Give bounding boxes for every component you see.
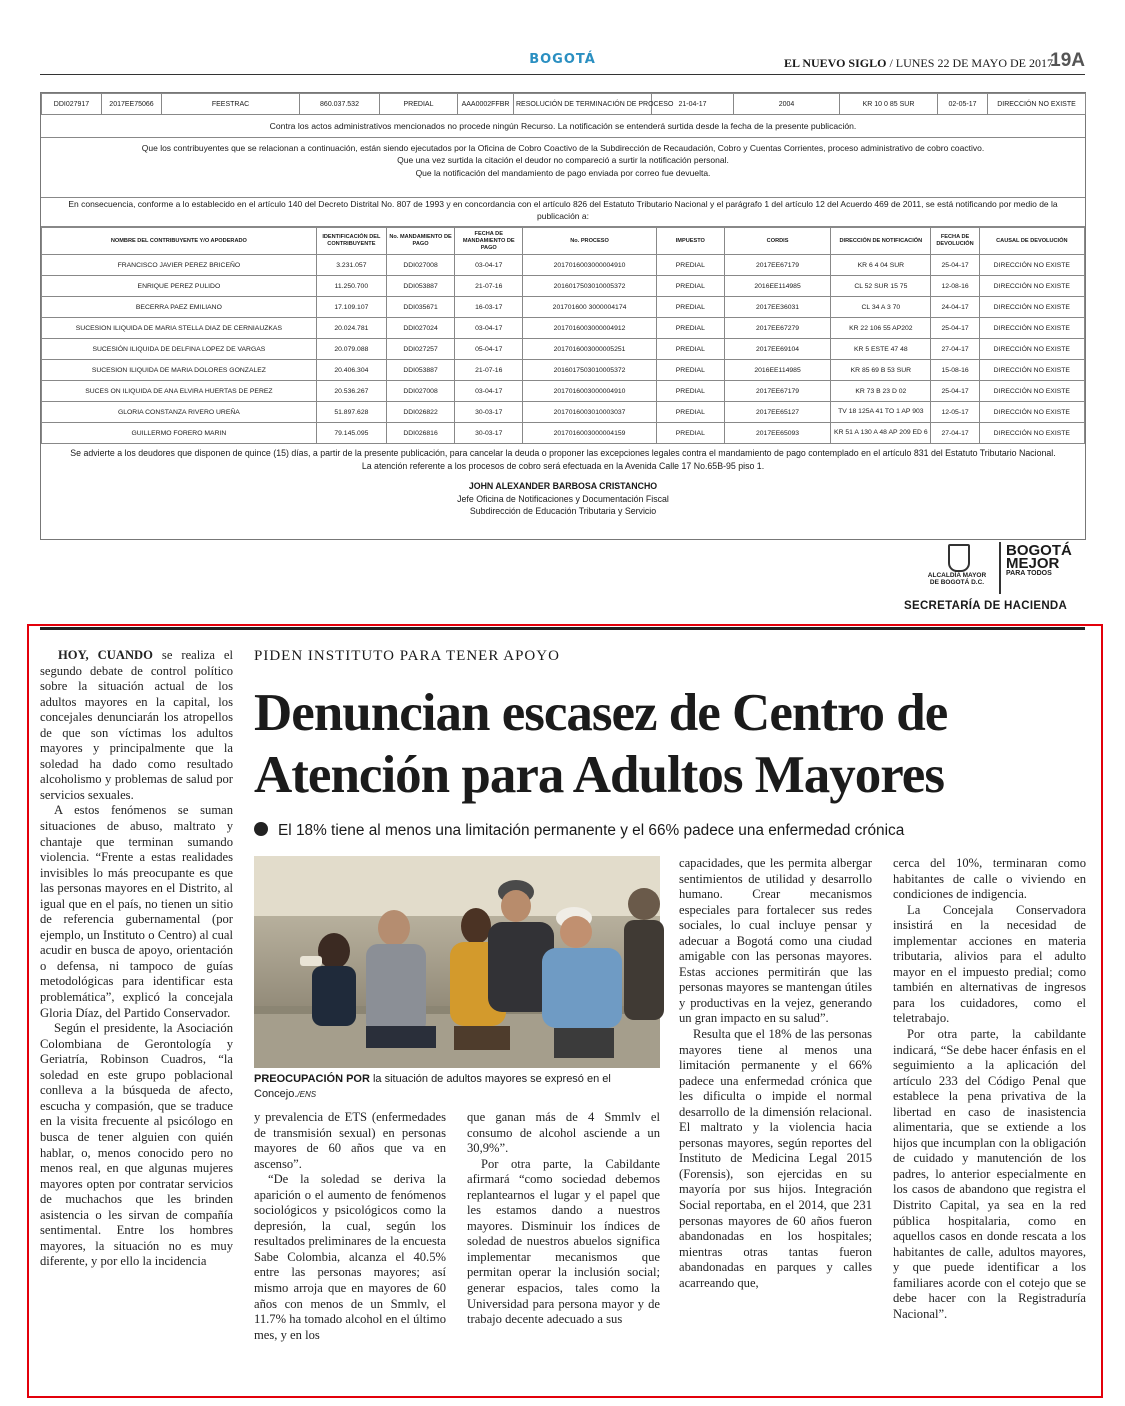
paragraph: Por otra parte, la Cabildante afirmará “como sociedad debemos replantearnos el lugar y el papel que les estamos dando a nuestros mayores. Disminuir los índices de soledad de nuestros abuelos significa implementar mecanismos que permitan operar la inclusión social; generar espacios, tales como la Universidad para persona mayor y de trabajo decente adecuado a sus xyxy=(467,1156,660,1327)
photo-caption xyxy=(254,1072,660,1102)
elderly-people-photo xyxy=(254,856,660,1068)
article-column-1 xyxy=(40,648,233,1270)
paragraph: y prevalencia de ETS (enfermedades de transmisión sexual) en personas mayores de 60 años que va en ascenso”. xyxy=(254,1110,446,1171)
table-cell: PREDIAL xyxy=(656,402,724,423)
column-header: CORDIS xyxy=(724,228,830,255)
table-cell: 79.145.095 xyxy=(316,423,386,444)
table-cell: DIRECCIÓN NO EXISTE xyxy=(979,381,1084,402)
signer-title: Jefe Oficina de Notificaciones y Documentación Fiscal xyxy=(457,493,669,504)
table-cell: DIRECCIÓN NO EXISTE xyxy=(979,339,1084,360)
paragraph: A estos fenómenos se suman situaciones de abuso, maltrato y chantaje que terminan sumando violencia. “Frente a estas realidades invisibles lo más preocupante es que las personas mayores en el Distrito, al igual que en el país, no tienen un sitio de referencia gubernamental (por ejemplo, un Instituto o Centro) al cual acudir en busca de apoyo, orientación o defensa, ni tampoco de guías metodológicas para identificar esta problemática”, explicó la concejala Gloria Díaz, del Partido Conservador. xyxy=(40,803,233,1020)
article-column-5 xyxy=(893,856,1086,1322)
paragraph: La Concejala Conservadora insistirá en la necesidad de implementar acciones en materia tributaria, alivios para el adulto mayor en el impuesto predial; como también en alternativas de ingresos para los cuidadores, como el teletrabajo. xyxy=(893,902,1086,1026)
caption-text: la situación de adultos mayores se expresó en el Concejo. xyxy=(254,1073,611,1100)
table-cell: 2017016003000004910 xyxy=(523,255,656,276)
table-cell: PREDIAL xyxy=(656,360,724,381)
publication-name: EL NUEVO SIGLO xyxy=(783,56,887,70)
intro-line: Que la notificación del mandamiento de pago enviada por correo fue devuelta. xyxy=(415,167,711,178)
paragraph: “De la soledad se deriva la aparición o el aumento de fenómenos sociológicos y psicológicos como la depresión, la cual, según los resultados preliminares de la encuesta Sabe Colombia, alcanza el 40.5% entre las personas mayores; así mismo arroja que en mayores de 60 años con menos de un Smmlv, el 11.7% ha tomado alcohol en el último mes, y en los xyxy=(254,1172,446,1342)
bullet-icon xyxy=(254,822,268,836)
article-column-4 xyxy=(679,856,872,1291)
table-cell: PREDIAL xyxy=(656,255,724,276)
table-row xyxy=(42,381,1085,402)
table-cell: DIRECCIÓN NO EXISTE xyxy=(979,360,1084,381)
table-cell: SUCESIÓN ILIQUIDA DE DELFINA LOPEZ DE VARGAS xyxy=(42,339,317,360)
intro-line: Que una vez surtida la citación el deudor no compareció a surtir la notificación personal. xyxy=(397,155,729,166)
paragraph-text: se realiza el segundo debate de control político sobre la situación actual de los adultos mayores en la capital, los concejales denunciarán los atropellos de que son víctimas los adultos mayores y principalmente que la soledad ha dado como resultado alcoholismo y problemas de salud por servicios sexuales. xyxy=(40,648,233,802)
table-cell: 2017EE69104 xyxy=(724,339,830,360)
page-header xyxy=(40,50,1085,75)
legal-notice xyxy=(40,92,1086,540)
table-cell: PREDIAL xyxy=(656,381,724,402)
lead-in: HOY, CUANDO xyxy=(58,648,153,662)
notice-table xyxy=(41,227,1085,444)
article-column-3 xyxy=(467,1110,660,1328)
table-cell: ENRIQUE PEREZ PULIDO xyxy=(42,276,317,297)
table-cell: SUCESION ILIQUIDA DE MARIA DOLORES GONZALEZ xyxy=(42,360,317,381)
table-row xyxy=(42,255,1085,276)
table-cell: PREDIAL xyxy=(656,297,724,318)
notice-cell: 21-04-17 xyxy=(652,94,734,115)
notice-cell: 2004 xyxy=(734,94,840,115)
notice-cell: 2017EE75066 xyxy=(102,94,162,115)
table-cell: 2017EE67179 xyxy=(724,381,830,402)
table-cell: DIRECCIÓN NO EXISTE xyxy=(979,297,1084,318)
table-cell: 20.024.781 xyxy=(316,318,386,339)
signer-name: JOHN ALEXANDER BARBOSA CRISTANCHO xyxy=(468,481,658,492)
article-column-2 xyxy=(254,1110,446,1343)
paragraph: Resulta que el 18% de las personas mayores tiene al menos una limitación permanente y el 66% padece una enfermedad crónica que les dificulta o impide el normal desarrollo de la dimensión relacional. El maltrato y la violencia hacia personas mayores, según reportes del Instituto de Medicina Legal 2015 (Forensis), son ejercidas en su mayoría por sus hijos. Integración Social reportaba, en el 2014, que 231 personas mayores de 60 años fueron abandonadas en los hospitales; mientras otras tantas fueron abandonadas en parques y calles acarreando que, xyxy=(679,1027,872,1290)
paragraph: cerca del 10%, terminaran como habitantes de calle o viviendo en condiciones de indigencia. xyxy=(893,856,1086,902)
table-cell: SUCES ON ILIQUIDA DE ANA ELVIRA HUERTAS DE PEREZ xyxy=(42,381,317,402)
footer-line: Se advierte a los deudores que disponen de quince (15) días, a partir de la presente publicación, para cancelar la deuda o proponer las excepciones legales contra el mandamiento de pago contemplado en el artículo 831 del Estatuto Tributario Nacional. xyxy=(70,448,1056,458)
table-cell: KR 51 A 130 A 48 AP 209 ED 6 xyxy=(831,423,931,444)
table-cell: 27-04-17 xyxy=(931,423,979,444)
table-cell: 2017016003000004159 xyxy=(523,423,656,444)
table-cell: 17.109.107 xyxy=(316,297,386,318)
publication-date: / LUNES 22 DE MAYO DE 2017 xyxy=(886,56,1053,70)
secretaria-label: SECRETARÍA DE HACIENDA xyxy=(904,600,1068,612)
table-cell: 2017EE67279 xyxy=(724,318,830,339)
table-cell: DIRECCIÓN NO EXISTE xyxy=(979,318,1084,339)
coat-of-arms-icon xyxy=(948,544,970,572)
column-header: IMPUESTO xyxy=(656,228,724,255)
table-cell: 20.406.304 xyxy=(316,360,386,381)
table-row xyxy=(42,339,1085,360)
table-cell: 11.250.700 xyxy=(316,276,386,297)
notice-cell: DDI027917 xyxy=(42,94,102,115)
column-header: CAUSAL DE DEVOLUCIÓN xyxy=(979,228,1084,255)
column-header: FECHA DE MANDAMIENTO DE PAGO xyxy=(455,228,523,255)
mejor-word: MEJOR xyxy=(1006,555,1060,572)
notice-footer xyxy=(41,444,1085,518)
table-cell: KR 85 69 B 53 SUR xyxy=(831,360,931,381)
table-cell: BECERRA PAEZ EMILIANO xyxy=(42,297,317,318)
table-cell: 12-05-17 xyxy=(931,402,979,423)
table-cell: KR 22 106 55 AP202 xyxy=(831,318,931,339)
notice-cell: 860.037.532 xyxy=(300,94,380,115)
section-name: BOGOTÁ xyxy=(529,52,596,67)
table-cell: FRANCISCO JAVIER PEREZ BRICEÑO xyxy=(42,255,317,276)
table-cell: DDI027257 xyxy=(386,339,454,360)
notice-cell: RESOLUCIÓN DE TERMINACIÓN DE PROCESO xyxy=(514,94,652,115)
table-cell: TV 18 125A 41 TO 1 AP 903 xyxy=(831,402,931,423)
intro-last-line: En consecuencia, conforme a lo establecido en el artículo 140 del Decreto Distrital No. 807 de 1993 y en concordancia con el artículo 826 del Estatuto Tributario Nacional y el parágrafo 1 del artículo 12 del Acuerdo 469 de 2011, se está notificando por medio de la publicación a: xyxy=(41,198,1085,227)
column-header: No. PROCESO xyxy=(523,228,656,255)
table-cell: 51.897.628 xyxy=(316,402,386,423)
table-cell: 03-04-17 xyxy=(455,381,523,402)
bogota-word: BOGOTÁ xyxy=(1006,542,1072,559)
table-row xyxy=(42,360,1085,381)
notice-top-table xyxy=(41,93,1086,115)
table-cell: 24-04-17 xyxy=(931,297,979,318)
notice-cell: DIRECCIÓN NO EXISTE xyxy=(988,94,1086,115)
notice-intro xyxy=(41,138,1085,198)
bogota-mejor-logo xyxy=(1006,544,1072,578)
notice-cell: KR 10 0 85 SUR xyxy=(840,94,938,115)
table-row xyxy=(42,318,1085,339)
table-row xyxy=(42,423,1085,444)
table-cell: 15-08-16 xyxy=(931,360,979,381)
recurso-line: Contra los actos administrativos mencionados no procede ningún Recurso. La notificación se entenderá surtida desde la fecha de la presente publicación. xyxy=(41,115,1085,138)
table-cell: CL 34 A 3 70 xyxy=(831,297,931,318)
headline xyxy=(254,682,1084,806)
notice-header-row xyxy=(42,228,1085,255)
table-cell: 2017EE65093 xyxy=(724,423,830,444)
column-header: FECHA DE DEVOLUCIÓN xyxy=(931,228,979,255)
table-cell: 05-04-17 xyxy=(455,339,523,360)
para-todos: PARA TODOS xyxy=(1006,570,1052,577)
table-cell: SUCESION ILIQUIDA DE MARIA STELLA DIAZ DE CERNIAUZKAS xyxy=(42,318,317,339)
footer-line: La atención referente a los procesos de cobro será efectuada en la Avenida Calle 17 No.65B-95 piso 1. xyxy=(361,460,765,471)
table-cell: KR 73 B 23 D 02 xyxy=(831,381,931,402)
table-cell: 2017016003000004910 xyxy=(523,381,656,402)
table-cell: 30-03-17 xyxy=(455,402,523,423)
alcaldia-label: ALCALDÍA MAYOR DE BOGOTÁ D.C. xyxy=(927,572,987,586)
table-cell: DDI027024 xyxy=(386,318,454,339)
notice-cell: FEESTRAC xyxy=(162,94,300,115)
table-cell: 25-04-17 xyxy=(931,318,979,339)
table-cell: 2017EE65127 xyxy=(724,402,830,423)
table-cell: 20.536.267 xyxy=(316,381,386,402)
paragraph: que ganan más de 4 Smmlv el consumo de alcohol asciende a un 30,9%”. xyxy=(467,1110,660,1156)
publication-line xyxy=(784,56,1053,71)
table-cell: 16-03-17 xyxy=(455,297,523,318)
table-cell: GLORIA CONSTANZA RIVERO UREÑA xyxy=(42,402,317,423)
table-cell: 2016017503010005372 xyxy=(523,360,656,381)
logo-divider xyxy=(999,542,1001,594)
table-cell: 2017016003000005251 xyxy=(523,339,656,360)
table-row xyxy=(42,297,1085,318)
column-header: IDENTIFICACIÓN DEL CONTRIBUYENTE xyxy=(316,228,386,255)
article-photo xyxy=(254,856,660,1068)
table-cell: PREDIAL xyxy=(656,276,724,297)
table-cell: 25-04-17 xyxy=(931,255,979,276)
table-cell: 2016EE114985 xyxy=(724,360,830,381)
table-cell: DDI027008 xyxy=(386,381,454,402)
column-header: NOMBRE DEL CONTRIBUYENTE Y/O APODERADO xyxy=(42,228,317,255)
table-cell: 20.079.088 xyxy=(316,339,386,360)
table-cell: 2017EE67179 xyxy=(724,255,830,276)
table-cell: DDI053887 xyxy=(386,276,454,297)
table-cell: DDI026822 xyxy=(386,402,454,423)
subheadline-text: El 18% tiene al menos una limitación permanente y el 66% padece una enfermedad crónica xyxy=(278,822,905,839)
table-cell: 2017EE36031 xyxy=(724,297,830,318)
table-cell: KR 6 4 04 SUR xyxy=(831,255,931,276)
table-cell: PREDIAL xyxy=(656,339,724,360)
table-cell: DDI053887 xyxy=(386,360,454,381)
paragraph: Según el presidente, la Asociación Colombiana de Gerontología y Geriatría, Robinson Cuadros, “la soledad en este grupo poblacional conlleva a la búsqueda de afecto, escucha y compasión, que se traduce en la visita frecuente al psicólogo en busca de tener alguien con quién hablar, o, menos conocido pero no menos real, en que algunas mujeres mayores opten por contratar servicios de muchachos que les brinden asistencia o les sirvan de compañía sentimental. Entre los hombres mayores, la situación no es muy diferente, y por ello la incidencia xyxy=(40,1021,233,1269)
column-header: No. MANDAMIENTO DE PAGO xyxy=(386,228,454,255)
notice-top-row xyxy=(42,94,1086,115)
notice-cell: AAA0002FFBR xyxy=(458,94,514,115)
notice-cell: 02-05-17 xyxy=(938,94,988,115)
paragraph xyxy=(40,648,233,803)
table-cell: DIRECCIÓN NO EXISTE xyxy=(979,255,1084,276)
table-cell: PREDIAL xyxy=(656,423,724,444)
caption-lead: PREOCUPACIÓN POR xyxy=(254,1073,370,1085)
hacienda-logo xyxy=(900,540,1086,620)
table-cell: GUILLERMO FORERO MARIN xyxy=(42,423,317,444)
table-cell: PREDIAL xyxy=(656,318,724,339)
headline-line: Denuncian escasez de Centro de xyxy=(254,684,948,742)
table-cell: CL 52 SUR 15 75 xyxy=(831,276,931,297)
table-cell: 2016EE114985 xyxy=(724,276,830,297)
table-cell: 27-04-17 xyxy=(931,339,979,360)
table-row xyxy=(42,402,1085,423)
table-cell: DDI035671 xyxy=(386,297,454,318)
table-cell: DIRECCIÓN NO EXISTE xyxy=(979,276,1084,297)
table-cell: KR 5 ESTE 47 48 xyxy=(831,339,931,360)
table-cell: 03-04-17 xyxy=(455,255,523,276)
table-cell: 3.231.057 xyxy=(316,255,386,276)
table-cell: 21-07-16 xyxy=(455,276,523,297)
table-cell: DIRECCIÓN NO EXISTE xyxy=(979,402,1084,423)
subheadline xyxy=(254,822,904,840)
intro-line: Que los contribuyentes que se relacionan a continuación, están siendo ejecutados por la Oficina de Cobro Coactivo de la Subdirección de Recaudación, Cobro y Cuentas Corrientes, proceso administrativo de cobro coactivo. xyxy=(141,143,985,153)
table-cell: DDI027008 xyxy=(386,255,454,276)
table-cell: 2016017503010005372 xyxy=(523,276,656,297)
table-cell: 25-04-17 xyxy=(931,381,979,402)
notice-cell: PREDIAL xyxy=(380,94,458,115)
table-cell: 12-08-16 xyxy=(931,276,979,297)
paragraph: Por otra parte, la cabildante indicará, “Se debe hacer énfasis en el seguimiento a la aplicación del artículo 233 del Código Penal que establece la pena privativa de la libertad en caso de inasistencia alimentaria, que se extiende a los hijos que incumplan con la obligación de cuidado y manutención de los padres, lo anterior especialmente en los casos de abandono que registra el Distrito Capital, ya sea en la red pública hospitalaria, como en aquellos casos en donde rescata a los habitantes de calle, adultos mayores, y que puede identificar a los familiares acorde con el cotejo que se debe hacer con la Registraduría Nacional”. xyxy=(893,1027,1086,1321)
headline-line: Atención para Adultos Mayores xyxy=(254,746,944,804)
table-cell: 21-07-16 xyxy=(455,360,523,381)
table-cell: 30-03-17 xyxy=(455,423,523,444)
column-header: DIRECCIÓN DE NOTIFICACIÓN xyxy=(831,228,931,255)
page-number: 19A xyxy=(1050,50,1085,71)
table-row xyxy=(42,276,1085,297)
table-cell: 03-04-17 xyxy=(455,318,523,339)
kicker: PIDEN INSTITUTO PARA TENER APOYO xyxy=(254,648,560,664)
paragraph: capacidades, que les permita albergar sentimientos de utilidad y desarrollo humano. Crear mecanismos especiales para fortalecer sus redes sociales, lo cual incluye pensar y adecuar a Bogotá como una ciudad amigable con las personas mayores. Estas acciones permitirán que las personas mayores se mantengan útiles y productivas en la vejez, generando un gran impacto en su salud”. xyxy=(679,856,872,1026)
table-cell: DIRECCIÓN NO EXISTE xyxy=(979,423,1084,444)
signer-office: Subdirección de Educación Tributaria y Servicio xyxy=(469,506,657,517)
table-cell: 2017016003000004912 xyxy=(523,318,656,339)
table-cell: 2017016003010003037 xyxy=(523,402,656,423)
table-cell: 201701600 3000004174 xyxy=(523,297,656,318)
table-cell: DDI026816 xyxy=(386,423,454,444)
photo-credit: /ENS xyxy=(297,1090,317,1099)
